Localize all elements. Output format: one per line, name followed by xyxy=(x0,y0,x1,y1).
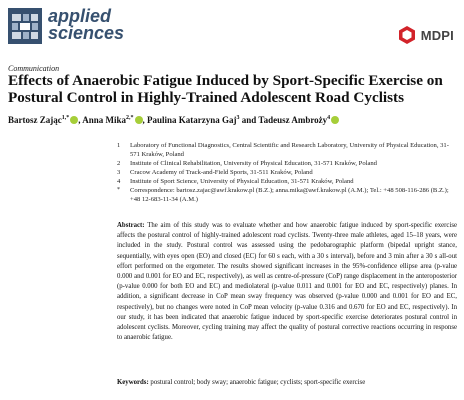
keywords xyxy=(117,378,457,388)
mdpi-hexagon-icon xyxy=(397,25,417,45)
affiliation-number: 3 xyxy=(117,169,121,176)
affiliation-item xyxy=(117,159,457,168)
abstract-label: Abstract: xyxy=(117,222,145,229)
orcid-icon[interactable] xyxy=(70,116,78,124)
correspondence-mark: * xyxy=(117,187,120,193)
author-affiliation-mark: 3 xyxy=(236,115,240,121)
affiliation-text: Institute of Sport Science, University of Physical Education, 31-571 Kraków, Poland xyxy=(130,178,354,185)
affiliation-text: Laboratory of Functional Diagnostics, Central Scientific and Research Laboratory, University of Physical Education, 31-571 Kraków, Poland xyxy=(130,142,449,158)
affiliations xyxy=(117,141,457,204)
affiliation-item xyxy=(117,141,457,159)
author-affiliation-mark: 2,* xyxy=(126,115,134,121)
affiliation-text: Institute of Clinical Rehabilitation, University of Physical Education, 31-571 Kraków, Poland xyxy=(130,160,377,167)
publisher-logo xyxy=(397,25,454,45)
correspondence-item xyxy=(117,186,457,204)
keywords-text: postural control; body sway; anaerobic fatigue; cyclists; sport-specific exercise xyxy=(150,379,366,386)
journal-name-line1: applied xyxy=(48,6,112,26)
orcid-icon[interactable] xyxy=(331,116,339,124)
publisher-name: MDPI xyxy=(420,27,454,43)
author-name: Anna Mika xyxy=(82,115,127,125)
author-name: Paulina Katarzyna Gaj xyxy=(147,115,237,125)
affiliation-number: 1 xyxy=(117,142,121,149)
abstract-text: The aim of this study was to evaluate whether and how anaerobic fatigue induced by sport-specific exercise affects the postural control of highly-trained adolescent road cyclists. Twenty-three male athletes, aged 15–18 years, were included in the study. Postural control was assessed using the pedobarographic platform (bipedal upright stance, sequentially, with eyes open (EO) and closed (EC) for 60 s each, with a 30 s interval), before and 3 min after a 30 s all-out effort performed on the ergometer. The results showed significant increases in the 95%-confidence ellipse area (p-value 0.000 and 0.001 for EO and EC, respectively), as well as centre-of-pressure (CoP) range displacement in the anteroposterior (p-value 0.000 for both EO and EC) and mediolateral (p-value 0.011 and 0.001 for EO and EC, respectively) planes. In addition, a significant decrease in CoP mean sway frequency was observed (p-value 0.000 and 0.001 for EO and EC, respectively), but no changes were noted in CoP mean velocity (p-value 0.316 and 0.670 for EO and EC, respectively). In our study, it has been indicated that anaerobic fatigue induced by sport-specific exercise deteriorates postural control in adolescent cyclists. Moreover, cycling training may affect the quality of postural corrective reactions occurring in response to anaerobic fatigue. xyxy=(117,222,458,342)
affiliation-item xyxy=(117,168,457,177)
orcid-icon[interactable] xyxy=(135,116,143,124)
author-affiliation-mark: 4 xyxy=(327,115,331,121)
affiliation-number: 2 xyxy=(117,160,121,167)
affiliation-item xyxy=(117,177,457,186)
journal-name xyxy=(48,8,124,42)
paper-title: Effects of Anaerobic Fatigue Induced by Sport-Specific Exercise on Postural Control in Highly-Trained Adolescent Road Cyclists xyxy=(8,72,443,106)
affiliation-text: Cracow Academy of Track-and-Field Sports, 31-511 Kraków, Poland xyxy=(130,169,313,176)
author-name: Tadeusz Ambroży xyxy=(258,115,328,125)
author-affiliation-mark: 1,* xyxy=(61,115,70,121)
journal-name-line2: sciences xyxy=(48,23,125,43)
correspondence-text: Correspondence: bartosz.zajac@awf.krakow.pl (B.Z.); anna.mika@awf.krakow.pl (A.M.); Tel.: +48 508-116-286 (B.Z.); +48 12-683-11-34 (A.M.) xyxy=(130,187,449,203)
applied-sciences-logo-icon xyxy=(8,8,42,44)
author-name: Bartosz Zając xyxy=(8,115,62,125)
keywords-label: Keywords: xyxy=(117,379,149,386)
journal-header xyxy=(8,8,456,48)
affiliation-number: 4 xyxy=(117,178,121,185)
abstract xyxy=(117,221,457,343)
author-list: Bartosz Zając$^{1,*}$ , Anna Mika$^{2,*}$ , Paulina Katarzyna Gaj$^3$ and Tadeusz Ambroży$^4$ xyxy=(8,115,460,125)
article-type: Communication xyxy=(8,64,60,73)
